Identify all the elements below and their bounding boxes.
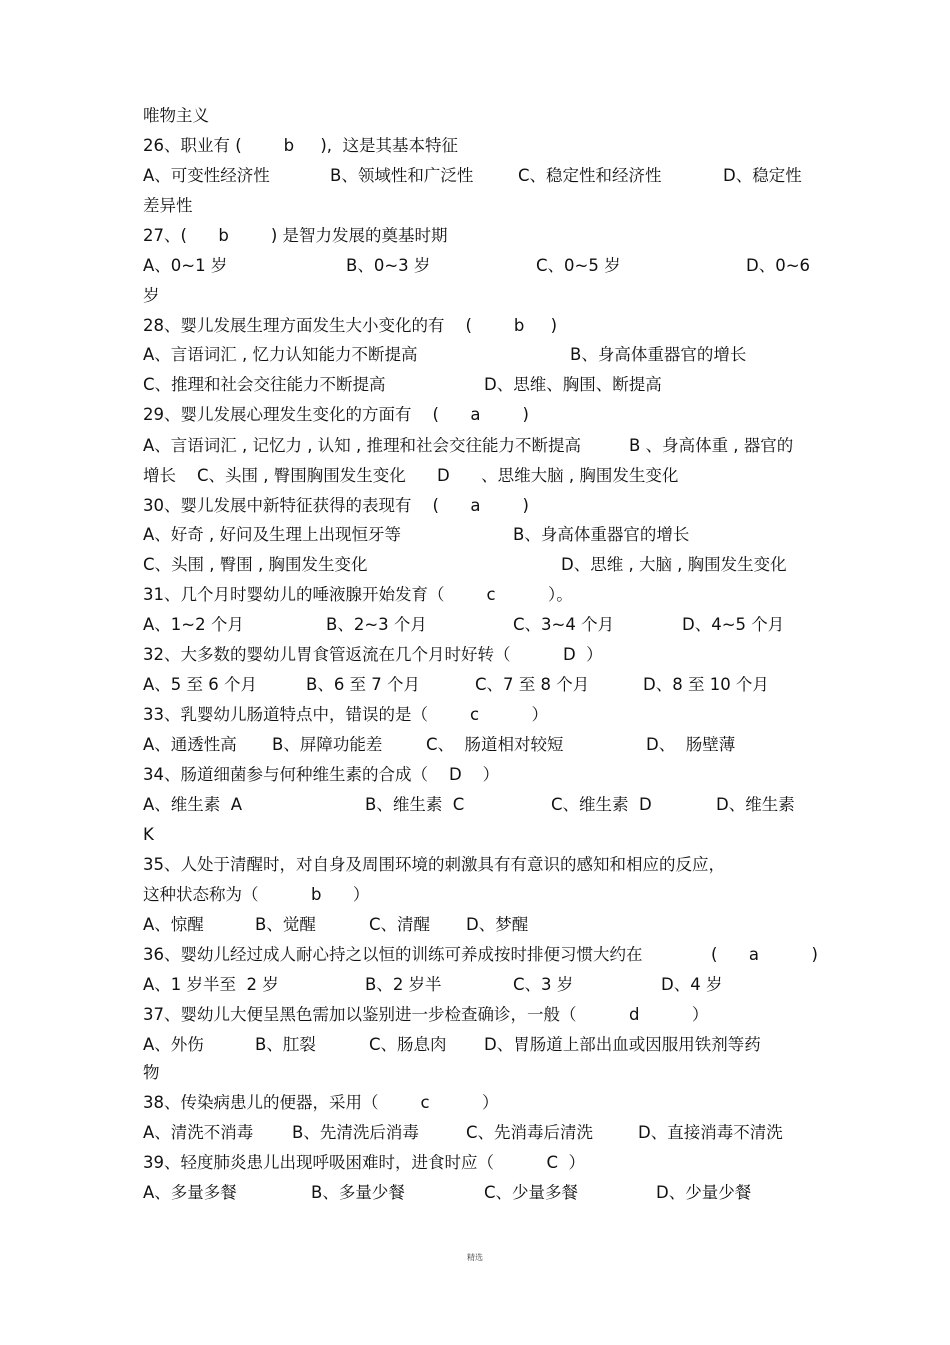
text-line <box>0 1148 950 1178</box>
answer-option: A、5 至 6 个月 <box>143 675 258 694</box>
text-line <box>0 191 950 221</box>
answer-option: A、1 岁半至 2 岁 <box>143 975 279 994</box>
text-line <box>0 1118 950 1148</box>
question-text: 28、婴儿发展生理方面发生大小变化的有 ( b ) <box>143 316 558 335</box>
question-text: 29、婴儿发展心理发生变化的方面有 ( a ) <box>143 405 529 424</box>
text-line <box>0 161 950 191</box>
question-text: 35、人处于清醒时，对自身及周围环境的刺激具有有意识的感知和相应的反应， <box>143 855 725 874</box>
text-line <box>0 760 950 790</box>
answer-option: D、8 至 10 个月 <box>643 675 769 694</box>
answer-option: D、 肠壁薄 <box>646 735 736 754</box>
answer-option: C、清醒 <box>369 915 431 934</box>
question-text: 27、( b ) 是智力发展的奠基时期 <box>143 226 448 245</box>
answer-option: B、2~3 个月 <box>326 615 427 634</box>
answer-option: B、维生素 C <box>365 795 465 814</box>
text-line <box>0 610 950 640</box>
answer-option: D、梦醒 <box>466 915 529 934</box>
answer-option: B、0~3 岁 <box>346 256 431 275</box>
answer-option: A、多量多餐 <box>143 1183 237 1202</box>
text-line <box>0 461 950 491</box>
question-text: 33、乳婴幼儿肠道特点中，错误的是（ c ） <box>143 705 548 724</box>
text-line <box>0 281 950 311</box>
answer-option: B、6 至 7 个月 <box>306 675 421 694</box>
text-line <box>0 970 950 1000</box>
answer-option: B、身高体重器官的增长 <box>513 525 690 544</box>
answer-option: B、2 岁半 <box>365 975 442 994</box>
question-text: 岁 <box>143 286 160 305</box>
question-text: 32、大多数的婴幼儿胃食管返流在几个月时好转（ D ） <box>143 645 603 664</box>
page-footer: 精选 <box>467 1253 483 1262</box>
text-line <box>0 370 950 400</box>
answer-option: D、思维、胸围、断提高 <box>484 375 662 394</box>
text-line <box>0 101 950 131</box>
question-text: 30、婴儿发展中新特征获得的表现有 ( a ) <box>143 496 529 515</box>
answer-option: A、可变性经济性 <box>143 166 270 185</box>
answer-option: D、胃肠道上部出血或因服用铁剂等药 <box>484 1035 761 1054</box>
answer-option: D 、思维大脑 , 胸围发生变化 <box>437 466 679 485</box>
question-text: 26、职业有 ( b ), 这是其基本特征 <box>143 136 459 155</box>
text-line <box>0 431 950 461</box>
answer-option: C、少量多餐 <box>484 1183 579 1202</box>
text-line <box>0 640 950 670</box>
answer-option: D、4~5 个月 <box>682 615 785 634</box>
answer-option: C、推理和社会交往能力不断提高 <box>143 375 386 394</box>
question-text: 31、几个月时婴幼儿的唾液腺开始发育（ c ）。 <box>143 585 573 604</box>
answer-option: D、维生素 <box>716 795 795 814</box>
question-text: 唯物主义 <box>143 106 209 125</box>
answer-option: B、屏障功能差 <box>272 735 383 754</box>
text-line <box>0 910 950 940</box>
text-line <box>0 1178 950 1208</box>
text-line <box>0 670 950 700</box>
answer-option: B、觉醒 <box>255 915 316 934</box>
text-line <box>0 700 950 730</box>
answer-option: 增长 C、头围 , 臀围胸围发生变化 <box>143 466 406 485</box>
answer-option: C、维生素 D <box>551 795 652 814</box>
text-line <box>0 340 950 370</box>
text-line <box>0 1088 950 1118</box>
question-text: 34、肠道细菌参与何种维生素的合成（ D ） <box>143 765 500 784</box>
answer-option: D、直接消毒不清洗 <box>638 1123 783 1142</box>
text-line <box>0 251 950 281</box>
answer-option: D、少量少餐 <box>656 1183 752 1202</box>
answer-option: C、0~5 岁 <box>536 256 621 275</box>
answer-option: A、惊醒 <box>143 915 204 934</box>
text-line <box>0 520 950 550</box>
text-line <box>0 580 950 610</box>
answer-option: B 、身高体重 , 器官的 <box>629 436 794 455</box>
answer-option: B、身高体重器官的增长 <box>570 345 747 364</box>
answer-option: B、多量少餐 <box>311 1183 405 1202</box>
text-line <box>0 400 950 430</box>
answer-option: D、思维 , 大脑 , 胸围发生变化 <box>561 555 787 574</box>
answer-option: A、言语词汇 , 记忆力 , 认知 , 推理和社会交往能力不断提高 <box>143 436 581 455</box>
text-line <box>0 1000 950 1030</box>
text-line <box>0 131 950 161</box>
question-text: 差异性 <box>143 196 193 215</box>
answer-option: A、清洗不消毒 <box>143 1123 254 1142</box>
question-text: K <box>143 825 154 844</box>
answer-option: A、言语词汇 , 忆力认知能力不断提高 <box>143 345 418 364</box>
answer-option: C、 肠道相对较短 <box>426 735 564 754</box>
answer-option: A、通透性高 <box>143 735 237 754</box>
answer-option: A、0~1 岁 <box>143 256 228 275</box>
answer-option: C、肠息肉 <box>369 1035 447 1054</box>
answer-option: A、好奇 , 好问及生理上出现恒牙等 <box>143 525 402 544</box>
text-line <box>0 550 950 580</box>
question-text: 37、婴幼儿大便呈黑色需加以鉴别进一步检查确诊，一般（ d ） <box>143 1005 709 1024</box>
question-text: 38、传染病患儿的便器，采用（ c ） <box>143 1093 499 1112</box>
text-line <box>0 790 950 820</box>
text-line <box>0 880 950 910</box>
answer-option: B、先清洗后消毒 <box>292 1123 419 1142</box>
text-line <box>0 311 950 341</box>
answer-option: C、稳定性和经济性 <box>518 166 662 185</box>
text-line <box>0 221 950 251</box>
answer-option: A、维生素 A <box>143 795 243 814</box>
text-line <box>0 730 950 760</box>
answer-option: D、稳定性 <box>723 166 802 185</box>
answer-option: A、1~2 个月 <box>143 615 244 634</box>
answer-option: B、肛裂 <box>255 1035 316 1054</box>
text-line <box>0 850 950 880</box>
answer-option: C、3 岁 <box>513 975 574 994</box>
answer-option: D、4 岁 <box>661 975 723 994</box>
text-line <box>0 491 950 521</box>
question-text: 这种状态称为（ b ） <box>143 885 370 904</box>
text-line <box>0 940 950 970</box>
answer-option: D、0~6 <box>746 256 811 275</box>
answer-option: C、7 至 8 个月 <box>475 675 590 694</box>
text-line <box>0 820 950 850</box>
answer-option: B、领域性和广泛性 <box>330 166 474 185</box>
answer-option: C、3~4 个月 <box>513 615 615 634</box>
answer-option: C、先消毒后清洗 <box>466 1123 594 1142</box>
answer-option: 36、婴幼儿经过成人耐心持之以恒的训练可养成按时排便习惯大约在 <box>143 945 643 964</box>
answer-option: ( a ) <box>711 945 818 964</box>
question-text: 物 <box>143 1063 160 1082</box>
text-line <box>0 1030 950 1060</box>
answer-option: C、头围 , 臀围 , 胸围发生变化 <box>143 555 368 574</box>
answer-option: A、外伤 <box>143 1035 204 1054</box>
question-text: 39、轻度肺炎患儿出现呼吸困难时，进食时应（ C ） <box>143 1153 585 1172</box>
text-line <box>0 1058 950 1088</box>
